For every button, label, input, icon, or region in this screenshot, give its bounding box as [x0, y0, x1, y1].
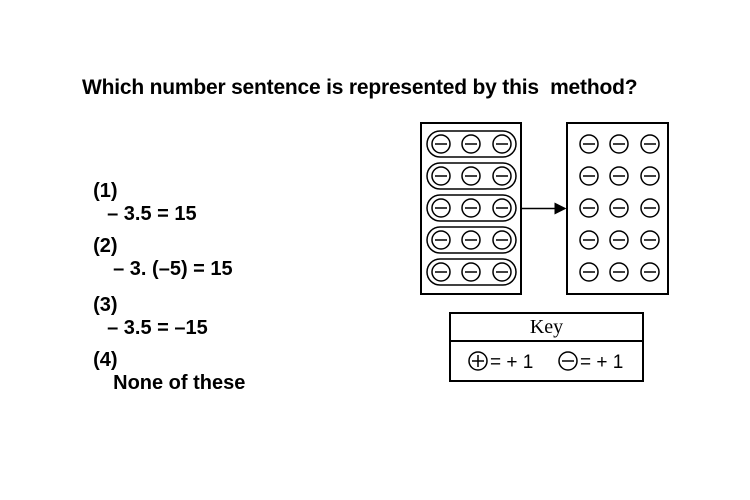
- negative-counter: [462, 167, 480, 185]
- negative-counter: [641, 135, 659, 153]
- negative-counter: [432, 263, 450, 281]
- negative-counter: [610, 263, 628, 281]
- negative-counter: [432, 135, 450, 153]
- negative-counter: [493, 135, 511, 153]
- negative-counter: [580, 199, 598, 217]
- negative-counter: [493, 167, 511, 185]
- result-counters: [580, 135, 659, 281]
- negative-counter: [641, 231, 659, 249]
- negative-counter: [580, 167, 598, 185]
- counter-group: [427, 131, 516, 157]
- negative-counter: [432, 199, 450, 217]
- option-text: – 3.5 = –15: [107, 317, 208, 339]
- option-text: None of these: [113, 372, 246, 394]
- negative-counter: [493, 263, 511, 281]
- negative-counter: [580, 231, 598, 249]
- negative-counter: [610, 135, 628, 153]
- negative-counter: [610, 231, 628, 249]
- counter-group: [427, 163, 516, 189]
- negative-counter: [641, 263, 659, 281]
- positive-key-label: = + 1: [490, 352, 534, 373]
- negative-counter: [462, 199, 480, 217]
- counter-groups: [427, 131, 516, 285]
- negative-counter: [580, 263, 598, 281]
- negative-counter: [462, 135, 480, 153]
- key-box: [450, 313, 643, 381]
- negative-counter: [610, 199, 628, 217]
- negative-counter: [610, 167, 628, 185]
- negative-counter: [493, 199, 511, 217]
- key-title: Key: [529, 316, 564, 338]
- negative-key-label: = + 1: [580, 352, 624, 373]
- negative-counter: [641, 199, 659, 217]
- negative-counter: [432, 231, 450, 249]
- question-text: Which number sentence is represented by this method?: [82, 76, 638, 99]
- option-text: – 3. (–5) = 15: [113, 258, 233, 280]
- option-number: (2): [93, 235, 118, 257]
- option-number: (1): [93, 180, 118, 202]
- negative-counter: [462, 263, 480, 281]
- negative-counter: [462, 231, 480, 249]
- option-text: – 3.5 = 15: [107, 203, 197, 225]
- counter-group: [427, 227, 516, 253]
- counter-group: [427, 259, 516, 285]
- counter-group: [427, 195, 516, 221]
- option-number: (3): [93, 294, 118, 316]
- negative-counter: [641, 167, 659, 185]
- negative-counter: [493, 231, 511, 249]
- negative-counter: [580, 135, 598, 153]
- negative-counter: [432, 167, 450, 185]
- option-number: (4): [93, 349, 118, 371]
- negative-counter-icon: [559, 352, 577, 370]
- positive-counter-icon: [469, 352, 487, 370]
